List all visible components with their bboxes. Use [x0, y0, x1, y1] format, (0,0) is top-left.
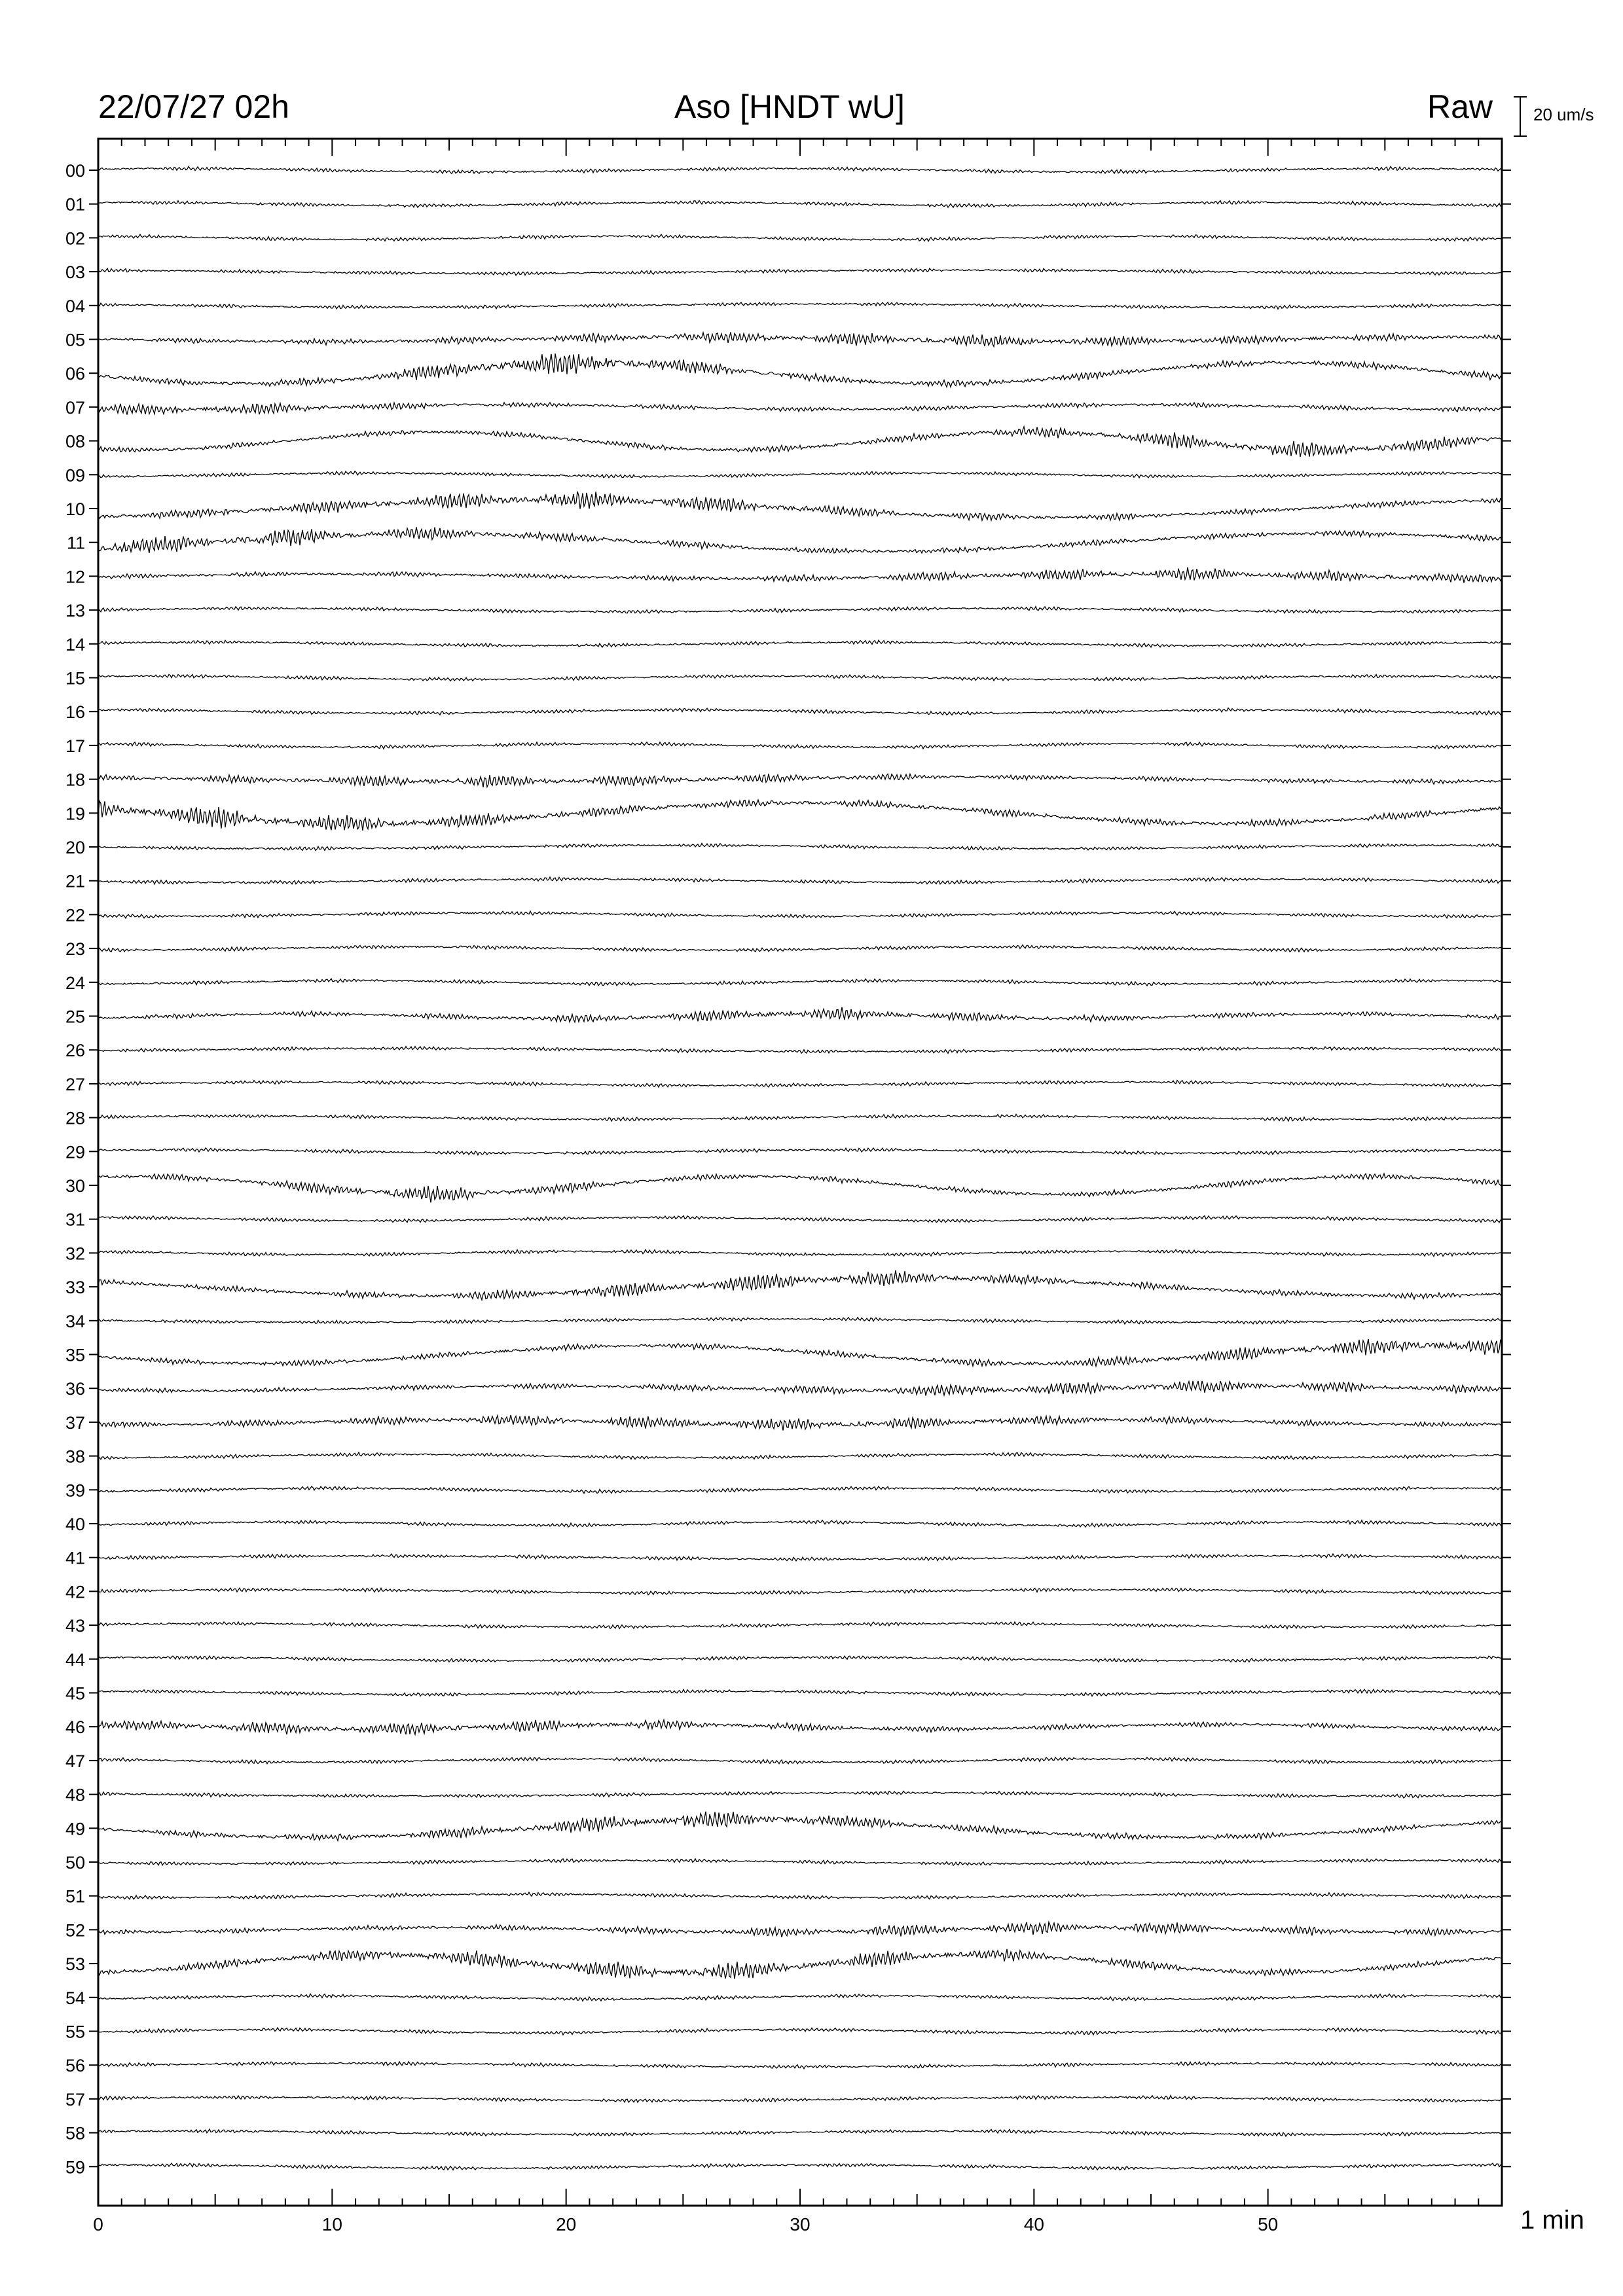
row-label: 45	[65, 1683, 85, 1704]
trace-line	[98, 945, 1502, 952]
trace-line	[98, 1994, 1502, 2001]
trace-line	[98, 200, 1502, 207]
trace-line	[98, 2096, 1502, 2103]
trace-line	[98, 1588, 1502, 1595]
row-label: 32	[65, 1244, 85, 1264]
row-label: 11	[66, 533, 85, 553]
row-label: 31	[65, 1210, 85, 1230]
row-label: 22	[65, 905, 85, 925]
row-label: 52	[65, 1920, 85, 1941]
x-axis-unit-label: 1 min	[1520, 2206, 1584, 2234]
x-tick-label: 50	[1258, 2214, 1279, 2234]
trace-line	[98, 1081, 1502, 1088]
row-labels	[65, 161, 1511, 2177]
trace-line	[98, 774, 1502, 787]
trace-line	[98, 844, 1502, 851]
trace-line	[98, 1486, 1502, 1494]
trace-line	[98, 332, 1502, 347]
trace-line	[98, 1554, 1502, 1561]
row-label: 36	[65, 1379, 85, 1399]
row-label: 49	[65, 1819, 85, 1839]
row-label: 06	[65, 364, 85, 384]
row-label: 13	[65, 601, 85, 621]
trace-line	[98, 1452, 1502, 1460]
traces	[98, 166, 1502, 2170]
trace-line	[98, 302, 1502, 309]
trace-line	[98, 234, 1502, 242]
row-label: 30	[65, 1176, 85, 1196]
trace-line	[98, 674, 1502, 681]
trace-line	[98, 1007, 1502, 1022]
row-label: 16	[65, 702, 85, 723]
x-tick-label: 20	[556, 2214, 577, 2234]
trace-line	[98, 427, 1502, 457]
row-label: 04	[65, 296, 85, 316]
trace-line	[98, 1270, 1502, 1300]
row-label: 58	[65, 2123, 85, 2144]
trace-line	[98, 1622, 1502, 1628]
trace-line	[98, 2129, 1502, 2136]
row-label: 55	[65, 2022, 85, 2042]
trace-line	[98, 1148, 1502, 1155]
trace-line	[98, 268, 1502, 276]
trace-line	[98, 403, 1502, 415]
row-label: 21	[65, 871, 85, 891]
row-label: 07	[65, 397, 85, 418]
scale-bar	[1514, 97, 1527, 136]
row-label: 53	[65, 1954, 85, 1975]
row-label: 20	[65, 838, 85, 857]
row-label: 00	[65, 161, 85, 181]
mode-label: Raw	[1427, 88, 1493, 125]
row-label: 27	[65, 1074, 85, 1094]
row-label: 51	[65, 1886, 85, 1907]
row-label: 39	[65, 1480, 85, 1501]
trace-line	[98, 911, 1502, 918]
row-label: 33	[65, 1278, 85, 1298]
row-label: 29	[65, 1142, 85, 1162]
row-label: 48	[65, 1785, 85, 1805]
trace-line	[98, 471, 1502, 478]
row-label: 42	[65, 1582, 85, 1602]
trace-line	[98, 1656, 1502, 1662]
trace-line	[98, 1892, 1502, 1899]
row-label: 26	[65, 1041, 85, 1061]
trace-line	[98, 1949, 1502, 1979]
trace-line	[98, 1415, 1502, 1431]
station-title: Aso [HNDT wU]	[674, 88, 905, 125]
row-label: 56	[65, 2056, 85, 2076]
row-label: 24	[65, 973, 85, 993]
row-label: 03	[65, 262, 85, 283]
row-label: 59	[65, 2157, 85, 2178]
datetime-label: 22/07/27 02h	[98, 88, 289, 125]
row-label: 09	[65, 465, 85, 486]
row-label: 46	[65, 1717, 85, 1738]
trace-line	[98, 353, 1502, 387]
row-label: 38	[65, 1446, 85, 1467]
trace-line	[98, 1339, 1502, 1366]
trace-line	[98, 1720, 1502, 1734]
row-label: 01	[65, 194, 85, 215]
row-label: 25	[65, 1007, 85, 1027]
trace-line	[98, 1859, 1502, 1865]
row-label: 28	[65, 1108, 85, 1128]
trace-line	[98, 1381, 1502, 1396]
trace-line	[98, 166, 1502, 173]
row-label: 12	[65, 567, 85, 587]
trace-line	[98, 978, 1502, 986]
trace-line	[98, 1114, 1502, 1121]
trace-line	[98, 1216, 1502, 1223]
row-label: 34	[65, 1311, 85, 1331]
x-tick-label: 0	[93, 2214, 103, 2234]
trace-line	[98, 2163, 1502, 2170]
row-label: 57	[65, 2089, 85, 2109]
row-label: 02	[65, 228, 85, 249]
row-label: 40	[65, 1515, 85, 1534]
row-label: 54	[65, 1988, 85, 2008]
trace-line	[98, 1249, 1502, 1256]
trace-line	[98, 1318, 1502, 1324]
row-label: 10	[65, 499, 85, 519]
trace-line	[98, 1812, 1502, 1840]
x-tick-label: 30	[790, 2214, 811, 2234]
row-label: 19	[65, 804, 85, 824]
trace-line	[98, 800, 1502, 831]
row-label: 41	[65, 1548, 85, 1568]
trace-line	[98, 877, 1502, 884]
row-label: 05	[65, 330, 85, 350]
x-tick-label: 10	[321, 2214, 342, 2234]
row-label: 37	[65, 1412, 85, 1433]
trace-line	[98, 527, 1502, 553]
trace-line	[98, 640, 1502, 647]
trace-line	[98, 492, 1502, 520]
row-label: 14	[65, 634, 85, 655]
row-label: 15	[65, 668, 85, 689]
trace-line	[98, 2062, 1502, 2069]
x-tick-labels	[93, 2214, 1278, 2234]
trace-line	[98, 1047, 1502, 1054]
row-label: 08	[65, 431, 85, 452]
trace-line	[98, 2028, 1502, 2035]
trace-line	[98, 1791, 1502, 1798]
trace-line	[98, 708, 1502, 715]
trace-line	[98, 1922, 1502, 1937]
trace-line	[98, 742, 1502, 749]
x-tick-label: 40	[1023, 2214, 1044, 2234]
row-label: 17	[65, 736, 85, 756]
row-label: 18	[65, 770, 85, 790]
row-label: 43	[65, 1616, 85, 1636]
trace-line	[98, 1757, 1502, 1764]
trace-line	[98, 1174, 1502, 1202]
trace-line	[98, 607, 1502, 613]
row-label: 35	[65, 1345, 85, 1365]
row-label: 47	[65, 1751, 85, 1771]
row-label: 23	[65, 939, 85, 960]
trace-line	[98, 1689, 1502, 1696]
row-label: 44	[65, 1649, 85, 1670]
trace-line	[98, 1520, 1502, 1527]
trace-line	[98, 567, 1502, 583]
scale-label: 20 um/s	[1533, 105, 1594, 124]
row-label: 50	[65, 1853, 85, 1873]
